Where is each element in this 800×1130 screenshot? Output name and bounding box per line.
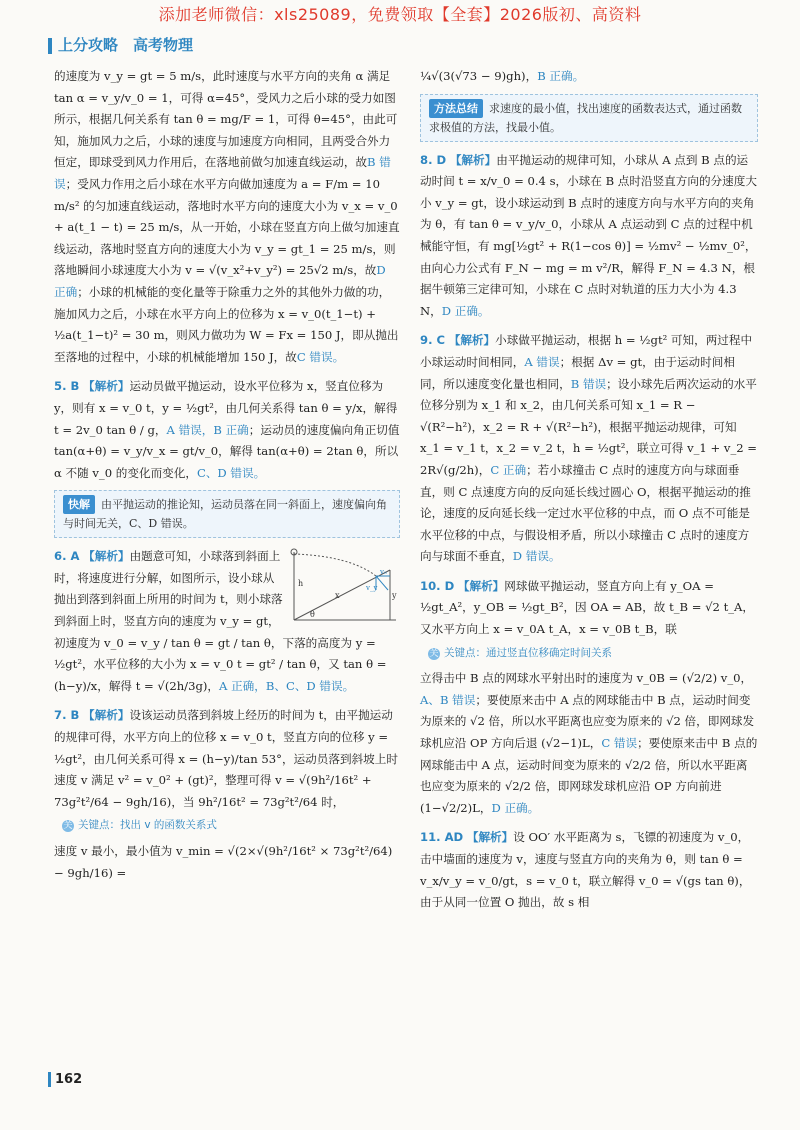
header-accent-bar	[48, 38, 52, 54]
q11-tag: 【解析】	[466, 830, 514, 845]
q7-tag: 【解析】	[83, 708, 130, 723]
label-x: x	[335, 591, 340, 601]
q5-tag: 【解析】	[83, 379, 130, 394]
right-column	[420, 66, 758, 914]
q7-number: 7. B	[54, 708, 80, 723]
key-point-note: 关 关键点：找出 v 的函数关系式	[63, 819, 217, 832]
q10-number: 10. D	[420, 578, 455, 593]
key-point-note: 关 关键点：通过竖直位移确定时间关系	[429, 646, 612, 659]
q10-tag: 【解析】	[457, 578, 505, 593]
label-theta: θ	[310, 610, 315, 620]
q9-number: 9. C	[420, 333, 446, 348]
q6-solution: h x y θ v₀ v_y 6. A 【解析】由题意可知，小球落到斜面上时，将速度进行分解，如图所示，设小球从抛出到落到斜面上所用的时间为 t，则小球落到斜面上时，竖直方向的速度为 v_y = gt，初速度为 v_0 = v_y / tan θ = gt / tan θ，下落的高度为 y = ½gt²，水平位移的大小为 x = v_0 t = gt² / tan θ，又 tan θ = (h−y)/x，解得 t = √(2h/3g)，A 正确，B、C、D 错误。	[54, 546, 400, 697]
q11-solution: 11. AD 【解析】设 OO′ 水平距离为 s，飞镖的初速度为 v_0，击中墙面的速度为 v，速度与竖直方向的夹角为 θ，则 tan θ = v_x/v_y = v_0/gt，s = v_0 t，联立解得 v_0 = √(gs tan θ)，由于从同一位置 O 抛出，故 s 相	[420, 830, 751, 910]
q9-solution: 9. C 【解析】小球做平抛运动，根据 h = ½gt² 可知，两过程中小球运动时间相同，A 错误；根据 Δv = gt，由于运动时间相同，所以速度变化量也相同，B 错误；设小球先后两次运动的水平位移分别为 x_1 和 x_2，由几何关系可知 x_1 = R − √(R²−h²)，x_2 = R + √(R²−h²)，根据平抛运动规律，可知 x_1 = v_1 t，x_2 = v_2 t，h = ½gt²，联立可得 v_1 + v_2 = 2R√(g/2h)，C 正确；若小球撞击 C 点时的速度方向与球面垂直，则 C 点速度方向的反向延长线过圆心 O，根据平抛运动的推论，速度的反向延长线一定过水平位移的中点，而 O 点不可能是水平位移的中点，与假设相矛盾，所以小球撞击 C 点时的速度方向与球面不垂直，D 错误。	[420, 333, 758, 564]
q8-number: 8. D	[420, 152, 447, 167]
q10-solution: 10. D 【解析】网球做平抛运动，竖直方向上有 y_OA = ½gt_A²，y_OB = ½gt_B²，因 OA = AB，故 t_B = √2 t_A，又水平方向上 x = v_0A t_A，x = v_0B t_B，联	[420, 578, 755, 637]
watermark-banner: 添加老师微信：xls25089，免费领取【全套】2026版初、高资料	[158, 5, 642, 24]
label-vy: v_y	[366, 584, 378, 593]
slope-projectile-diagram	[290, 546, 400, 624]
q5-solution: 5. B 【解析】运动员做平抛运动，设水平位移为 x，竖直位移为 y，则有 x = v_0 t，y = ½gt²，由几何关系得 tan θ = y/x，解得 t = 2v_0 tan θ / g，A 错误，B 正确；运动员的速度偏向角正切值 tan(α+θ) = v_y/v_x = gt/v_0，解得 tan(α+θ) = 2tan θ，所以 α 不随 v_0 的变化而变化，C、D 错误。	[54, 379, 400, 480]
method-summary-tip: 方法总结 求速度的最小值，找出速度的函数表达式，通过函数求极值的方法，找最小值。	[420, 94, 758, 142]
key-icon: 关	[63, 821, 73, 832]
q6-number: 6. A	[54, 549, 80, 564]
label-h: h	[298, 579, 304, 589]
page-number: 162	[48, 1072, 82, 1087]
q6-tag: 【解析】	[83, 549, 130, 564]
page-header: 上分攻略 高考物理	[58, 36, 194, 54]
q7-continuation: 速度 v 最小，最小值为 v_min = √(2×√(9h²/16t² × 73g²t²/64) − 9gh/16) =	[54, 844, 393, 880]
tip-label: 方法总结	[429, 99, 483, 118]
quick-solution-tip: 快解 由平抛运动的推论知，运动员落在同一斜面上，速度偏向角与时间无关，C、D 错误。	[54, 490, 400, 538]
label-v0: v₀	[380, 568, 387, 577]
q5-number: 5. B	[54, 379, 80, 394]
tip-label: 快解	[63, 495, 95, 514]
left-column	[54, 66, 400, 884]
q8-solution: 8. D 【解析】由平抛运动的规律可知，小球从 A 点到 B 点的运动时间 t = x/v_0 = 0.4 s，小球在 B 点时沿竖直方向的分速度大小 v_y = gt，设小球运动到 B 点时的速度方向与水平方向的夹角为 θ，有 tan θ = v_y/v_0，小球从 A 点运动到 C 点的过程中机械能守恒，有 mg[½gt² + R(1−cos θ)] = ½mv² − ½mv_0²，由向心力公式有 F_N − mg = m v²/R，解得 F_N = 4.3 N，根据牛顿第三定律可知，小球在 C 点时对轨道的压力大小为 4.3 N，D 正确。	[420, 152, 757, 318]
q8-tag: 【解析】	[449, 152, 497, 167]
q10-continuation: 立得击中 B 点的网球水平射出时的速度为 v_0B = (√2/2) v_0，A、B 错误；要使原来击中 A 点的网球能击中 B 点，运动时间变为原来的 √2 倍，所以水平距离也应变为原来的 √2 倍，即网球发球机应沿 OP 方向后退 (√2−1)L，C 错误；要使原来击中 B 点的网球能击中 A 点，运动时间变为原来的 √2/2 倍，所以水平距离也应变为原来的 √2/2 倍，即网球发球机应沿 OP 方向前进 (1−√2/2)L，D 正确。	[420, 671, 758, 815]
q7-end: ¼√(3(√73 − 9)gh)，B 正确。	[420, 69, 585, 83]
key-icon: 关	[429, 648, 439, 659]
q9-tag: 【解析】	[448, 333, 496, 348]
q11-number: 11. AD	[420, 830, 464, 845]
q7-solution: 7. B 【解析】设该运动员落到斜坡上经历的时间为 t，由平抛运动的规律可得，水平方向上的位移 x = v_0 t，竖直方向的位移 y = ½gt²，由几何关系可得 x = (h−y)/tan 53°，运动员落到斜坡上时速度 v 满足 v² = v_0² + (gt)²，整理可得 v = √(9h²/16t² + 73g²t²/64 − 9gh/16)，当 9h²/16t² = 73g²t²/64 时，	[54, 708, 398, 809]
q4-continuation: 的速度为 v_y = gt = 5 m/s，此时速度与水平方向的夹角 α 满足 tan α = v_y/v_0 = 1，可得 α=45°，受风力之后小球的受力如图所示，根据几何关系有 tan θ = mg/F = 1，可得 θ=45°，由此可知，施加风力之后，小球的速度与加速度方向相同，且两受合外力恒定，即球受到风力作用后，在落地前做匀加速直线运动，故B 错误；受风力作用之后小球在水平方向做加速度为 a = F/m = 10 m/s² 的匀加速直线运动，落地时水平方向的速度大小为 v_x = v_0 + a(t_1 − t) = 25 m/s，从一开始，小球在竖直方向上做匀加速直线运动，落地时竖直方向的速度大小为 v_y = gt_1 = 25 m/s，则落地瞬间小球速度大小为 v = √(v_x²+v_y²) = 25√2 m/s，故D 正确；小球的机械能的变化量等于除重力之外的其他外力做的功，施加风力之后，小球在水平方向上的位移为 x = v_0(t_1−t) + ½a(t_1−t)² = 30 m，则风力做功为 W = Fx = 150 J，即从抛出至落地的过程中，小球的机械能增加 150 J，故C 错误。	[54, 69, 400, 364]
label-y: y	[392, 591, 397, 601]
